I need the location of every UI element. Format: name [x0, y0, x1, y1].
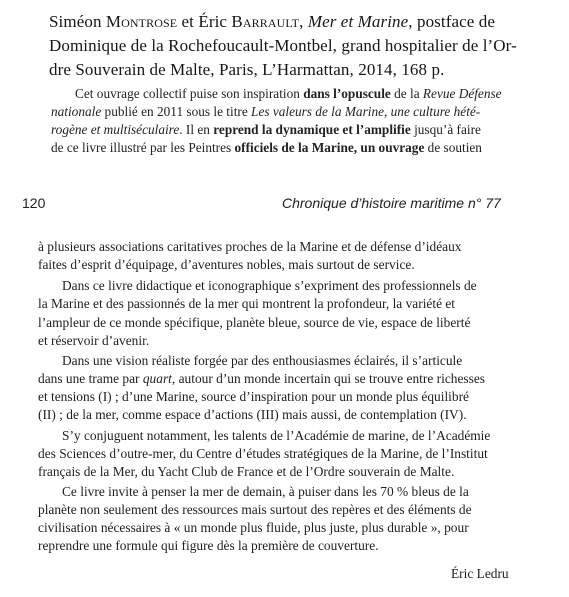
running-head-journal: Chronique d’histoire maritime n° 77: [282, 195, 501, 211]
body-line: Dans une vision réaliste forgée par des enthousiasmes éclairés, il s’articule: [62, 353, 463, 368]
book-reference-line-2: Dominique de la Rochefoucault-Montbel, grand hospitalier de l’Or-: [49, 36, 517, 55]
intro-line-1: Cet ouvrage collectif puise son inspiration dans l’opuscule de la Revue Défense: [75, 86, 502, 101]
body-line: et réservoir d’avenir.: [38, 333, 150, 348]
body-line: l’ampleur de ce monde spécifique, planète bleue, source de vie, espace de liberté: [38, 315, 471, 330]
body-line: faites d’esprit d’équipage, d’aventures nobles, mais surtout de service.: [38, 257, 415, 272]
page-number: 120: [22, 195, 46, 211]
book-title: Mer et Marine: [307, 12, 409, 31]
body-line: planète non seulement des ressources mais surtout des repères et des éléments de: [38, 502, 472, 517]
body-line: et tensions (I) ; d’une Marine, source d’inspiration pour un monde plus équilibré: [38, 389, 470, 404]
intro-line-4: de ce livre illustré par les Peintres officiels de la Marine, un ouvrage de soutien: [51, 140, 482, 155]
body-line: civilisation nécessaires à « un monde plus fluide, plus juste, plus durable », pour: [38, 520, 469, 535]
intro-line-3: rogène et multiséculaire. Il en reprend la dynamique et l’amplifie jusqu’à faire: [51, 122, 481, 137]
body-line: Ce livre invite à penser la mer de demain, à puiser dans les 70 % bleus de la: [62, 484, 469, 499]
intro-line-2: nationale publié en 2011 sous le titre Les valeurs de la Marine, une culture hété-: [51, 104, 481, 119]
body-line: des Sciences d’outre-mer, du Centre d’études stratégiques de la Marine, de l’Institut: [38, 446, 488, 461]
body-line: français de la Mer, du Yacht Club de France et de l’Ordre souverain de Malte.: [38, 464, 455, 479]
signature: Éric Ledru: [451, 566, 509, 581]
body-line: (II) ; de la mer, comme espace d’actions (III) mais aussi, de contemplation (IV).: [38, 407, 467, 422]
book-reference-line-3: dre Souverain de Malte, Paris, L’Harmattan, 2014, 168 p.: [49, 60, 445, 79]
author-surname: Montrose: [105, 12, 178, 31]
body-line: à plusieurs associations caritatives proches de la Marine et de défense d’idéaux: [38, 239, 462, 254]
book-reference-line-1: Siméon Montrose et Éric Barrault, Mer et Marine, postface de: [49, 12, 495, 31]
body-line: dans une trame par quart, autour d’un monde incertain qui se trouve entre richesses: [38, 371, 485, 386]
body-line: Dans ce livre didactique et iconographique s’expriment des professionnels de: [62, 278, 477, 293]
author-surname: Barrault: [231, 12, 300, 31]
body-line: la Marine et des passionnés de la mer qui montrent la profondeur, la variété et: [38, 296, 456, 311]
body-line: reprendre une formule qui figure dès la première de couverture.: [38, 538, 379, 553]
body-line: S’y conjuguent notamment, les talents de l’Académie de marine, de l’Académie: [62, 428, 491, 443]
